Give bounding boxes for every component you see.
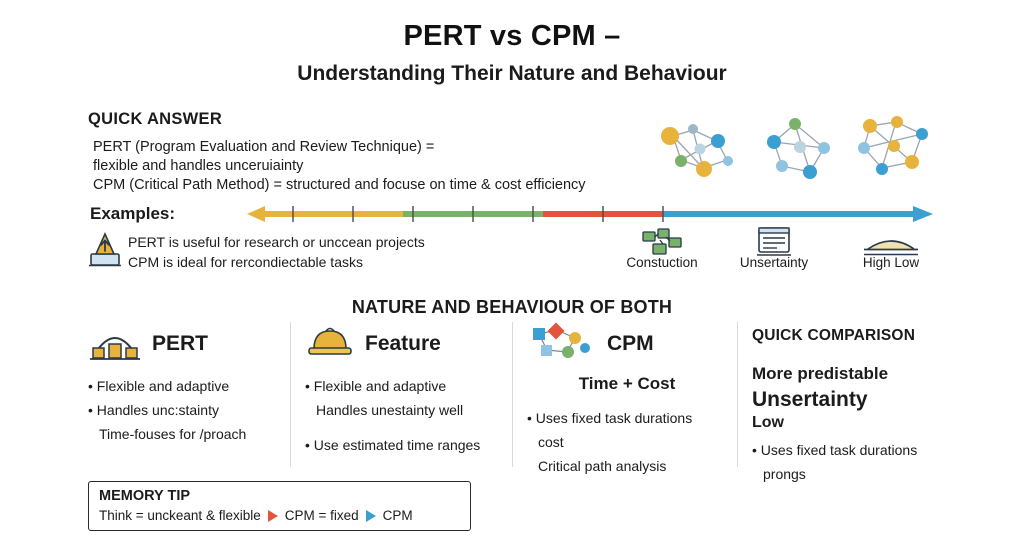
bullet: prongs	[763, 466, 806, 482]
memory-tip-text: Think = unckeant & flexible	[99, 508, 261, 523]
memory-tip-box	[88, 481, 471, 531]
memory-tip-row	[99, 508, 460, 523]
bullet: • Flexible and adaptive	[88, 378, 230, 394]
column-comparison-title: QUICK COMPARISON	[752, 327, 916, 344]
bullet: • Flexible and adaptive	[305, 378, 447, 394]
column-pert-bullets	[88, 376, 288, 445]
column-cpm-subtitle: Time + Cost	[578, 374, 676, 393]
examples-heading: Examples:	[90, 204, 176, 223]
memory-tip-item-1: CPM = fixed	[284, 508, 359, 523]
bullet: cost	[538, 434, 564, 450]
timeline-label-2: Unsertainty	[739, 255, 809, 270]
page-title: PERT vs CPM –	[403, 20, 621, 52]
comparison-highlight-3: Low	[752, 414, 784, 431]
pert-definition-line1: PERT (Program Evaluation and Review Technique) =	[93, 139, 435, 155]
column-comparison-header	[752, 322, 952, 350]
network-graph-2	[760, 114, 840, 191]
column-cpm-header	[527, 322, 742, 366]
bullet: Time-fouses for /proach	[99, 426, 247, 442]
column-comparison-bullets	[752, 440, 952, 485]
column-feature-bullets	[305, 376, 515, 456]
pert-definition	[93, 138, 653, 176]
column-cpm-title: CPM	[607, 332, 654, 355]
blue-triangle-icon	[366, 510, 376, 522]
pert-definition-line2: flexible and handles unceruiainty	[93, 158, 304, 174]
bullet: • Handles unc:stainty	[88, 402, 219, 418]
column-feature	[305, 322, 515, 459]
timeline-label-1: Constuction	[626, 255, 698, 270]
timeline-label-3: High Low	[862, 255, 920, 270]
column-divider-1	[290, 322, 291, 467]
comparison-highlight-2: Unsertainty	[752, 388, 868, 411]
column-pert-header	[88, 322, 288, 366]
bullet: • Uses fixed task durations	[527, 410, 693, 426]
examples-list	[128, 232, 425, 272]
memory-tip-title: MEMORY TIP	[99, 488, 191, 504]
column-pert-title: PERT	[152, 332, 209, 355]
example-item-2: CPM is ideal for rercondiectable tasks	[128, 254, 363, 270]
column-feature-header	[305, 322, 515, 366]
upward-arrow-building-icon	[88, 231, 122, 272]
memory-tip-item-2: CPM	[382, 508, 413, 523]
red-triangle-icon	[268, 510, 278, 522]
bullet: • Uses fixed task durations	[752, 442, 918, 458]
nodes-icon	[527, 322, 597, 367]
timeline-arrow	[245, 203, 935, 225]
title-block	[0, 20, 1024, 86]
column-cpm-bullets	[527, 408, 742, 477]
bullet: Handles unestainty well	[316, 402, 464, 418]
column-cpm	[527, 322, 742, 480]
example-item-1: PERT is useful for research or unccean projects	[128, 234, 425, 250]
cpm-definition: CPM (Critical Path Method) = structured and focuse on time & cost efficiency	[93, 177, 586, 193]
column-pert	[88, 322, 288, 448]
network-graph-1	[655, 116, 745, 191]
bullet: • Use estimated time ranges	[305, 437, 481, 453]
comparison-highlight-1: More predistable	[752, 364, 889, 383]
column-comparison	[752, 322, 952, 488]
bullet: Critical path analysis	[538, 458, 667, 474]
section-heading: NATURE AND BEHAVIOUR OF BOTH	[351, 297, 673, 317]
column-feature-title: Feature	[365, 332, 441, 355]
network-graph-3	[852, 112, 938, 191]
helmet-icon	[305, 323, 355, 366]
pert-arch-icon	[88, 322, 142, 367]
quick-answer-heading: QUICK ANSWER	[88, 110, 223, 128]
page-subtitle: Understanding Their Nature and Behaviour	[297, 62, 727, 85]
